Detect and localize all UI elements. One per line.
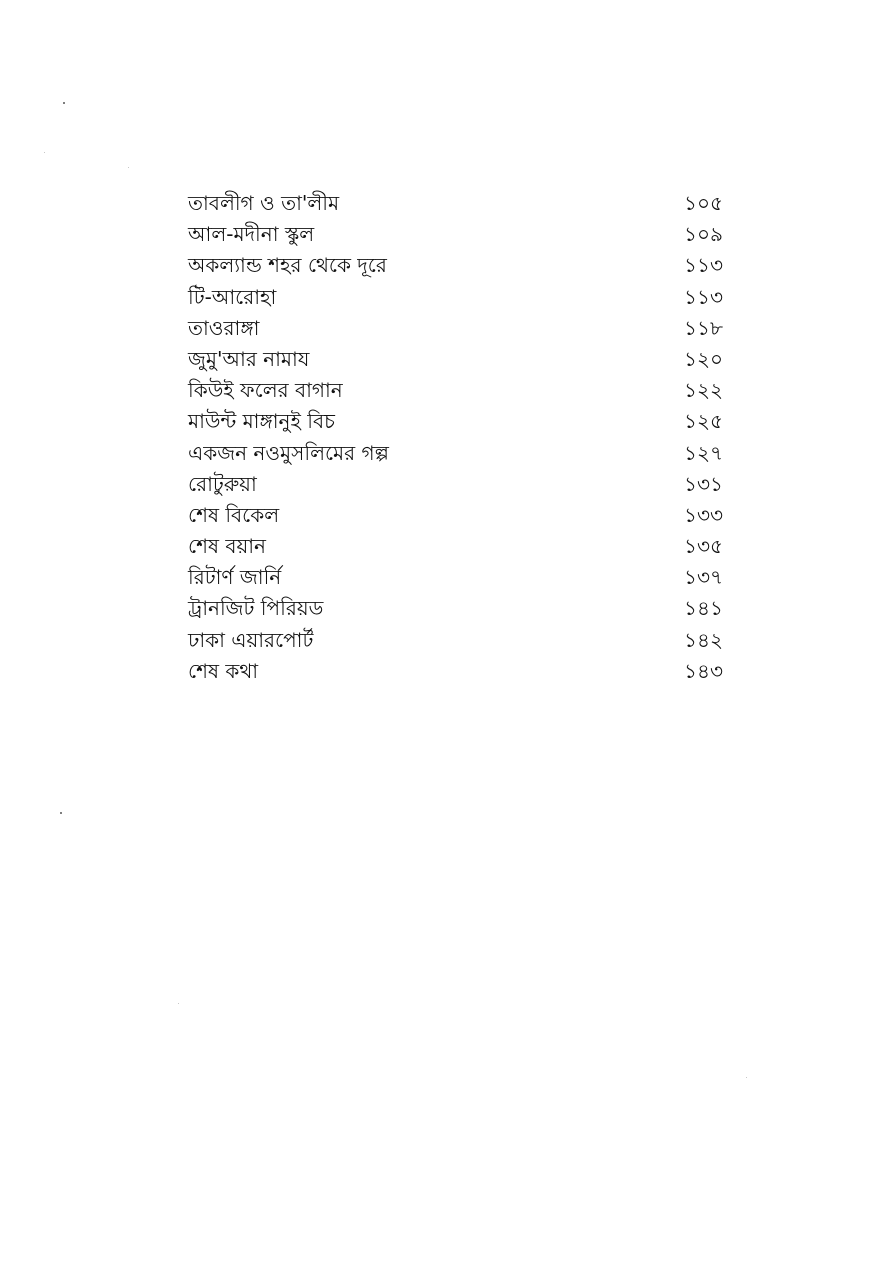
toc-entry-page: ১৩৭	[684, 565, 723, 590]
toc-entry-title: মাউন্ট মাঙ্গানুই বিচ	[188, 409, 335, 434]
toc-entry-page: ১৪১	[684, 596, 723, 621]
toc-entry-title: কিউই ফলের বাগান	[188, 378, 343, 403]
toc-entry-title: অকল্যান্ড শহর থেকে দূরে	[188, 253, 387, 278]
toc-entry-title: তাওরাঙ্গা	[188, 315, 260, 340]
toc-entry-title: শেষ বয়ান	[188, 534, 266, 559]
toc-entry-title: শেষ বিকেল	[188, 502, 280, 527]
toc-entry	[188, 344, 728, 375]
toc-entry-title: টি-আরোহা	[188, 284, 277, 309]
toc-entry	[188, 593, 728, 624]
toc-entry-page: ১২২	[684, 378, 723, 403]
toc-entry-title: শেষ কথা	[188, 658, 259, 683]
scan-speck	[60, 812, 62, 814]
toc-entry	[188, 250, 728, 281]
scan-speck	[178, 1003, 179, 1004]
scan-speck	[44, 152, 45, 153]
toc-entry	[188, 625, 728, 656]
toc-entry-page: ১৪২	[684, 627, 723, 652]
toc-entry-page: ১২৫	[684, 409, 723, 434]
toc-entry-page: ১০৯	[684, 222, 723, 247]
toc-entry	[188, 313, 728, 344]
toc-entry	[188, 219, 728, 250]
toc-entry	[188, 531, 728, 562]
toc-entry	[188, 656, 728, 687]
toc-entry-page: ১০৫	[684, 191, 723, 215]
toc-entry-page: ১১৮	[684, 315, 723, 340]
toc-entry-title: আল-মদীনা স্কুল	[188, 222, 315, 247]
toc-entry	[188, 500, 728, 531]
toc-entry-page: ১৩৫	[684, 534, 723, 559]
toc-entry	[188, 188, 728, 219]
toc-entry-page: ১২০	[684, 346, 723, 371]
toc-entry-title: ঢাকা এয়ারপোর্ট	[188, 627, 314, 652]
toc-entry	[188, 375, 728, 406]
toc-entry-page: ১৪৩	[684, 658, 723, 683]
toc-entry	[188, 282, 728, 313]
scan-speck	[63, 102, 65, 104]
toc-entry-page: ১২৭	[684, 440, 723, 465]
scan-speck	[746, 1077, 747, 1078]
toc-entry-title: রোটুরুয়া	[188, 471, 257, 496]
toc-entry-title: একজন নওমুসলিমের গল্প	[188, 440, 389, 465]
toc-entry	[188, 438, 728, 469]
toc-entry-title: জুমু'আর নামায	[188, 346, 310, 371]
toc-entry-title: তাবলীগ ও তা'লীম	[188, 191, 340, 215]
scan-speck	[128, 167, 129, 168]
toc-entry	[188, 469, 728, 500]
toc-entry-page: ১৩১	[684, 471, 723, 496]
toc-entry-title: ট্রানজিট পিরিয়ড	[188, 596, 324, 621]
toc-entry-page: ১১৩	[684, 253, 723, 278]
toc-entry	[188, 406, 728, 437]
toc-entry-title: রিটার্ণ জার্নি	[188, 565, 282, 590]
toc-entry-page: ১১৩	[684, 284, 723, 309]
toc-entry	[188, 562, 728, 593]
table-of-contents	[188, 188, 728, 687]
toc-entry-page: ১৩৩	[684, 502, 723, 527]
